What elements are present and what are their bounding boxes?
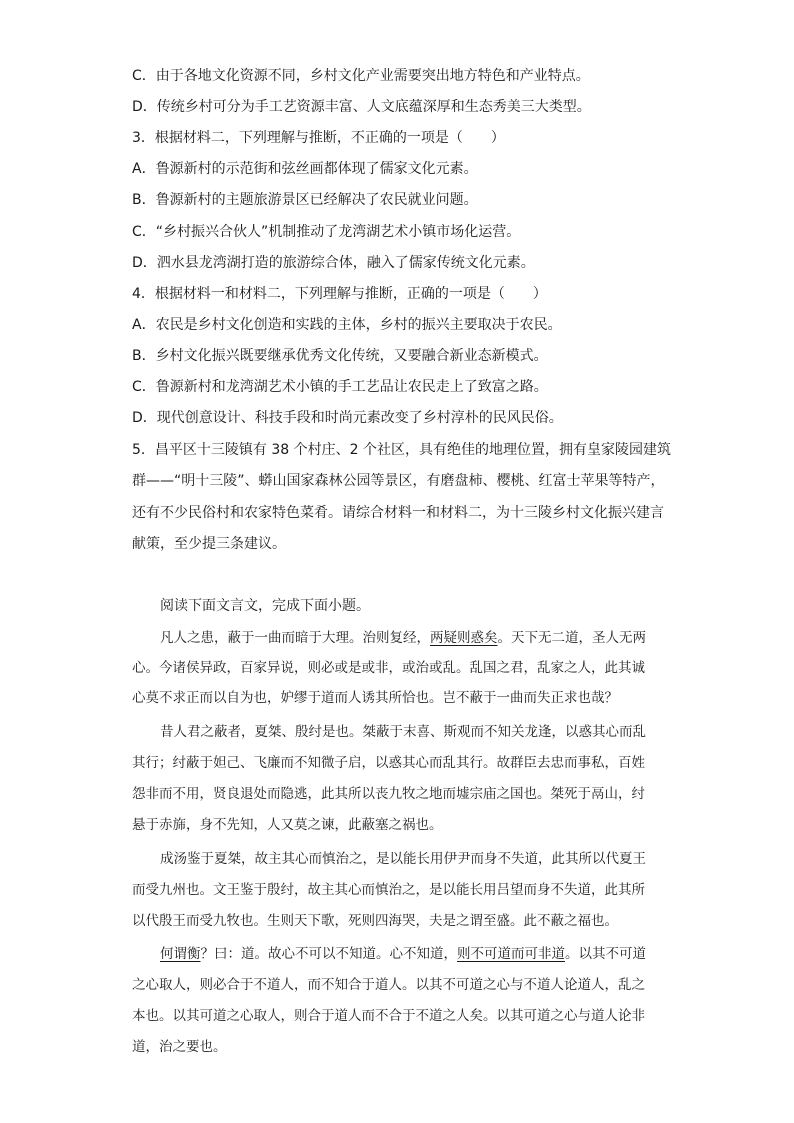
q3-stem: 3．根据材料二，下列理解与推断，不正确的一项是（ ） bbox=[132, 130, 505, 146]
underlined-phrase: 两疑则惑矣 bbox=[430, 630, 498, 646]
classical-p1-line-1: 凡人之患，蔽于一曲而暗于大理。治则复经，两疑则惑矣。天下无二道，圣人无两 bbox=[160, 630, 646, 646]
classical-p2-line-1: 昔人君之蔽者，夏桀、殷纣是也。桀蔽于末喜、斯观而不知关龙逢，以惑其心而乱 bbox=[160, 724, 646, 740]
q4-stem: 4．根据材料一和材料二，下列理解与推断，正确的一项是（ ） bbox=[132, 286, 547, 302]
classical-p4-line-3: 本也。以其可道之心取人，则合于道人而不合于不道之人矣。以其可道之心与道人论非 bbox=[132, 1008, 645, 1024]
q4-option-d: D．现代创意设计、科技手段和时尚元素改变了乡村淳朴的民风民俗。 bbox=[132, 410, 563, 426]
classical-p3-line-3: 以代殷王而受九牧也。生则天下歌，死则四海哭，夫是之谓至盛。此不蔽之福也。 bbox=[132, 913, 618, 929]
classical-p2-line-4: 悬于赤旆，身不先知，人又莫之谏，此蔽塞之祸也。 bbox=[132, 817, 443, 833]
q5-line-4: 献策，至少提三条建议。 bbox=[132, 536, 286, 552]
q5-line-1: 5．昌平区十三陵镇有 38 个村庄、2 个社区，具有绝佳的地理位置，拥有皇家陵园建筑 bbox=[132, 442, 671, 458]
underlined-phrase: 则不可道而可非道 bbox=[457, 946, 565, 962]
q3-option-c: C．“乡村振兴合伙人”机制推动了龙湾湖艺术小镇市场化运营。 bbox=[132, 224, 521, 240]
q3-option-a: A．鲁源新村的示范街和弦丝画都体现了儒家文化元素。 bbox=[132, 161, 478, 177]
q3-option-b: B．鲁源新村的主题旅游景区已经解决了农民就业问题。 bbox=[132, 192, 478, 208]
classical-p4-line-1: 何谓衡？曰：道。故心不可以不知道。心不知道，则不可道而可非道。以其不可道 bbox=[160, 946, 646, 962]
classical-p3-line-1: 成汤鉴于夏桀，故主其心而慎治之，是以能长用伊尹而身不失道，此其所以代夏王 bbox=[160, 851, 646, 867]
q4-option-c: C．鲁源新村和龙湾湖艺术小镇的手工艺品让农民走上了致富之路。 bbox=[132, 379, 548, 395]
underlined-phrase: 何谓衡 bbox=[160, 946, 201, 962]
classical-p4-line-2: 之心取人，则必合于不道人，而不知合于道人。以其不可道之心与不道人论道人，乱之 bbox=[132, 977, 645, 993]
q4-option-b: B．乡村文化振兴既要继承优秀文化传统，又要融合新业态新模式。 bbox=[132, 348, 548, 364]
classical-p2-line-3: 怨非而不用，贤良退处而隐逃，此其所以丧九牧之地而墟宗庙之国也。桀死于鬲山，纣 bbox=[132, 786, 645, 802]
classical-p2-line-2: 其行；纣蔽于妲己、飞廉而不知微子启，以惑其心而乱其行。故群臣去忠而事私，百姓 bbox=[132, 755, 645, 771]
classical-p1-line-3: 心莫不求正而以自为也，妒缪于道而人诱其所恰也。岂不蔽于一曲而失正求也哉？ bbox=[132, 690, 618, 706]
q2-option-c: C．由于各地文化资源不同，乡村文化产业需要突出地方特色和产业特点。 bbox=[132, 68, 590, 84]
q2-option-d: D．传统乡村可分为手工艺资源丰富、人文底蕴深厚和生态秀美三大类型。 bbox=[132, 99, 591, 115]
classical-p4-line-4: 道，治之要也。 bbox=[132, 1039, 227, 1055]
q5-line-2: 群——“明十三陵”、蟒山国家森林公园等景区，有磨盘柿、樱桃、红富士苹果等特产， bbox=[132, 473, 665, 489]
q5-line-3: 还有不少民俗村和农家特色菜肴。请综合材料一和材料二，为十三陵乡村文化振兴建言 bbox=[132, 505, 664, 521]
classical-p3-line-2: 而受九州也。文王鉴于殷纣，故主其心而慎治之，是以能长用吕望而身不失道，此其所 bbox=[132, 882, 645, 898]
classical-intro: 阅读下面文言文，完成下面小题。 bbox=[160, 598, 370, 614]
q4-option-a: A．农民是乡村文化创造和实践的主体，乡村的振兴主要取决于农民。 bbox=[132, 317, 562, 333]
classical-p1-line-2: 心。今诸侯异政，百家异说，则必或是或非，或治或乱。乱国之君，乱家之人，此其诚 bbox=[132, 660, 645, 676]
q3-option-d: D．泗水县龙湾湖打造的旅游综合体，融入了儒家传统文化元素。 bbox=[132, 255, 535, 271]
